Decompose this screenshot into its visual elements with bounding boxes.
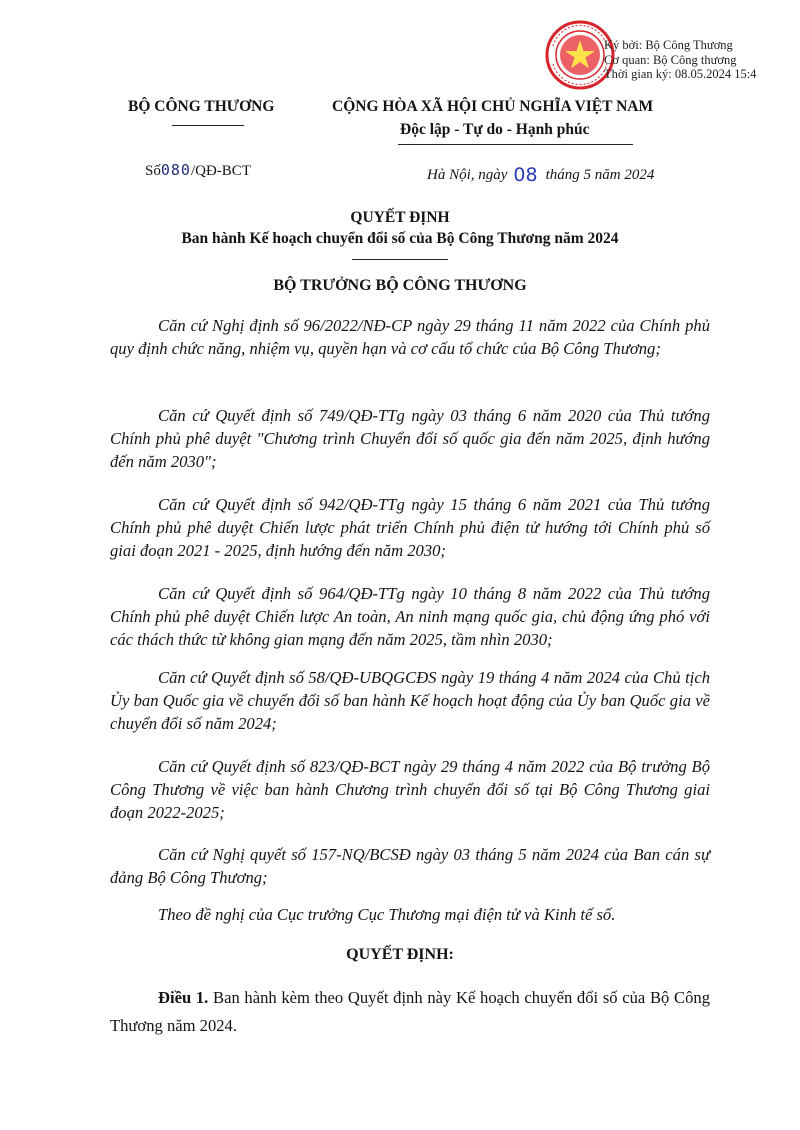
title-underline	[352, 259, 448, 260]
article-1	[110, 984, 710, 1040]
preamble-paragraph: Căn cứ Nghị định số 96/2022/NĐ-CP ngày 29 tháng 11 năm 2022 của Chính phủ quy định chức năng, nhiệm vụ, quyền hạn và cơ cấu tổ chức của Bộ Công Thương;	[110, 316, 710, 358]
signature-signer: Ký bởi: Bộ Công Thương	[604, 38, 733, 52]
preamble-paragraph: Theo đề nghị của Cục trưởng Cục Thương mại điện tử và Kinh tế số.	[158, 905, 616, 924]
article-text: Ban hành kèm theo Quyết định này Kế hoạch chuyển đổi số của Bộ Công Thương năm 2024.	[110, 988, 711, 1035]
date-place: Hà Nội, ngày	[427, 167, 508, 183]
preamble-paragraph: Căn cứ Nghị quyết số 157-NQ/BCSĐ ngày 03 tháng 5 năm 2024 của Ban cán sự đảng Bộ Công Thương;	[110, 845, 710, 887]
issuing-organization: BỘ CÔNG THƯƠNG	[128, 98, 275, 115]
number-suffix: /QĐ-BCT	[190, 163, 251, 179]
national-motto: Độc lập - Tự do - Hạnh phúc	[400, 121, 590, 138]
article-label: Điều 1.	[158, 988, 209, 1007]
preamble-paragraph: Căn cứ Quyết định số 823/QĐ-BCT ngày 29 tháng 4 năm 2022 của Bộ trưởng Bộ Công Thương về việc ban hành Chương trình chuyển đổi số tại Bộ Công Thương giai đoạn 2022-2025;	[110, 757, 710, 822]
number-prefix: Số	[145, 163, 161, 179]
document-number	[145, 161, 251, 180]
decision-heading: QUYẾT ĐỊNH:	[346, 946, 454, 963]
date-rest: tháng 5 năm 2024	[545, 167, 655, 183]
org-underline	[172, 125, 244, 126]
signature-time: Thời gian ký: 08.05.2024 15:4	[604, 67, 757, 81]
national-title: CỘNG HÒA XÃ HỘI CHỦ NGHĨA VIỆT NAM	[332, 98, 654, 115]
signature-agency: Cơ quan: Bộ Công thương	[604, 52, 737, 67]
digital-signature-info	[604, 38, 756, 82]
document-title: QUYẾT ĐỊNH	[350, 209, 450, 226]
document-subtitle: Ban hành Kế hoạch chuyển đổi số của Bộ Công Thương năm 2024	[181, 230, 619, 247]
issue-date	[427, 162, 654, 184]
preamble-paragraph: Căn cứ Quyết định số 749/QĐ-TTg ngày 03 tháng 6 năm 2020 của Thủ tướng Chính phủ phê duyệt "Chương trình Chuyển đổi số quốc gia đến năm 2025, định hướng đến năm 2030";	[110, 406, 710, 471]
handwritten-number: 080	[160, 161, 191, 179]
preamble-paragraph: Căn cứ Quyết định số 58/QĐ-UBQGCĐS ngày 19 tháng 4 năm 2024 của Chủ tịch Ủy ban Quốc gia về chuyển đổi số ban hành Kế hoạch hoạt động của Ủy ban Quốc gia về chuyển đổi số năm 2024;	[110, 668, 710, 733]
preamble-paragraph: Căn cứ Quyết định số 964/QĐ-TTg ngày 10 tháng 8 năm 2022 của Thủ tướng Chính phủ phê duyệt Chiến lược An toàn, An ninh mạng quốc gia, chủ động ứng phó với các thách thức từ không gian mạng đến năm 2025, tầm nhìn 2030;	[110, 584, 710, 649]
handwritten-day: 08	[513, 164, 538, 186]
preamble-paragraph: Căn cứ Quyết định số 942/QĐ-TTg ngày 15 tháng 6 năm 2021 của Thủ tướng Chính phủ phê duyệt Chiến lược phát triển Chính phủ điện tử hướng tới Chính phủ số giai đoạn 2021 - 2025, định hướng đến năm 2030;	[110, 495, 710, 560]
motto-underline	[398, 144, 633, 145]
issuing-authority: BỘ TRƯỞNG BỘ CÔNG THƯƠNG	[273, 277, 527, 294]
